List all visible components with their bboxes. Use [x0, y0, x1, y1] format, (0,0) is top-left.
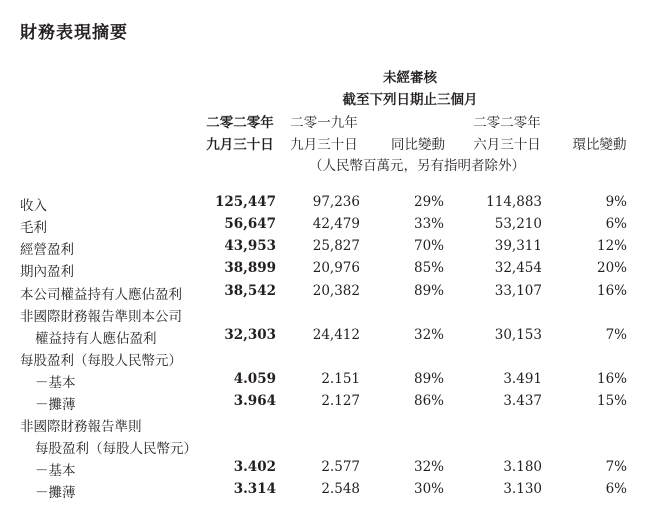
table-row — [0, 349, 652, 369]
value-yoy: 32% — [413, 327, 444, 343]
value-2019-sep: 24,412 — [312, 327, 360, 343]
value-yoy: 85% — [413, 260, 444, 276]
value-2020-sep: 4.059 — [233, 371, 276, 387]
value-2020-sep: 38,542 — [224, 283, 276, 299]
col-q2-date: 六月三十日 — [473, 137, 541, 153]
col-2019-date: 九月三十日 — [290, 137, 358, 153]
value-2019-sep: 2.127 — [321, 393, 360, 409]
value-2020-jun: 30,153 — [494, 327, 542, 343]
value-qoq: 7% — [605, 459, 627, 475]
value-2020-sep: 56,647 — [224, 216, 276, 232]
table-row — [0, 194, 652, 214]
value-2019-sep: 2.548 — [321, 481, 360, 497]
value-yoy: 32% — [413, 459, 444, 475]
value-qoq: 20% — [596, 260, 627, 276]
value-2020-jun: 3.180 — [503, 459, 542, 475]
value-2020-sep: 43,953 — [224, 238, 276, 254]
col-qoq: 環比變動 — [572, 137, 627, 153]
row-label: －攤薄 — [35, 397, 76, 413]
value-2019-sep: 42,479 — [312, 216, 360, 232]
value-qoq: 6% — [605, 481, 627, 497]
value-yoy: 89% — [413, 283, 444, 299]
row-label: 每股盈利（每股人民幣元） — [20, 353, 182, 369]
value-yoy: 89% — [413, 371, 444, 387]
value-2020-jun: 3.491 — [503, 371, 542, 387]
table-row — [0, 216, 652, 236]
table-row — [0, 437, 652, 457]
row-label: 非國際財務報告準則本公司 — [20, 309, 182, 325]
value-2020-jun: 3.130 — [503, 481, 542, 497]
value-2020-jun: 3.437 — [503, 393, 542, 409]
value-2020-sep: 125,447 — [214, 194, 276, 210]
value-qoq: 15% — [596, 393, 627, 409]
value-yoy: 29% — [413, 194, 444, 210]
col-2020-date: 九月三十日 — [206, 137, 274, 153]
row-label: －基本 — [35, 463, 76, 479]
value-2020-jun: 39,311 — [494, 238, 542, 254]
col-2019-year: 二零一九年 — [290, 115, 358, 131]
table-row — [0, 327, 652, 347]
units-note: （人民幣百萬元，另有指明者除外） — [309, 158, 525, 174]
table-row — [0, 481, 652, 501]
section-title: 財務表現摘要 — [20, 23, 128, 43]
value-yoy: 70% — [413, 238, 444, 254]
value-2020-jun: 53,210 — [494, 216, 542, 232]
value-2020-sep: 3.402 — [233, 459, 276, 475]
value-qoq: 16% — [596, 371, 627, 387]
table-row — [0, 305, 652, 325]
table-row — [0, 238, 652, 258]
row-label: 收入 — [20, 198, 47, 214]
table-row — [0, 283, 652, 303]
value-qoq: 16% — [596, 283, 627, 299]
value-qoq: 7% — [605, 327, 627, 343]
value-2019-sep: 2.151 — [321, 371, 360, 387]
value-qoq: 9% — [605, 194, 627, 210]
table-row — [0, 459, 652, 479]
value-2019-sep: 20,976 — [312, 260, 360, 276]
table-row — [0, 260, 652, 280]
row-label: 經營盈利 — [20, 242, 74, 258]
row-label: 毛利 — [20, 220, 47, 236]
row-label: 非國際財務報告準則 — [20, 419, 142, 435]
col-2020-year: 二零二零年 — [206, 115, 274, 131]
row-label: 每股盈利（每股人民幣元） — [35, 441, 197, 457]
col-q2-year: 二零二零年 — [473, 115, 541, 131]
period-header: 截至下列日期止三個月 — [342, 92, 478, 108]
value-2020-jun: 32,454 — [494, 260, 542, 276]
row-label: 期內盈利 — [20, 264, 74, 280]
value-2020-jun: 33,107 — [494, 283, 542, 299]
value-2020-sep: 3.964 — [233, 393, 276, 409]
value-2019-sep: 25,827 — [312, 238, 360, 254]
value-yoy: 30% — [413, 481, 444, 497]
table-row — [0, 415, 652, 435]
value-2020-sep: 3.314 — [233, 481, 276, 497]
col-yoy: 同比變動 — [391, 137, 445, 153]
value-yoy: 86% — [413, 393, 444, 409]
value-qoq: 6% — [605, 216, 627, 232]
unaudited-header: 未經審核 — [383, 70, 437, 86]
table-row — [0, 393, 652, 413]
row-label: －基本 — [35, 375, 76, 391]
value-2020-jun: 114,883 — [486, 194, 542, 210]
value-2019-sep: 20,382 — [312, 283, 360, 299]
table-row — [0, 371, 652, 391]
value-qoq: 12% — [596, 238, 627, 254]
value-2019-sep: 97,236 — [312, 194, 360, 210]
value-2019-sep: 2.577 — [321, 459, 360, 475]
row-label: 本公司權益持有人應佔盈利 — [20, 287, 182, 303]
value-2020-sep: 38,899 — [224, 260, 276, 276]
row-label: －攤薄 — [35, 485, 76, 501]
value-2020-sep: 32,303 — [224, 327, 276, 343]
value-yoy: 33% — [413, 216, 444, 232]
row-label: 權益持有人應佔盈利 — [35, 331, 157, 347]
